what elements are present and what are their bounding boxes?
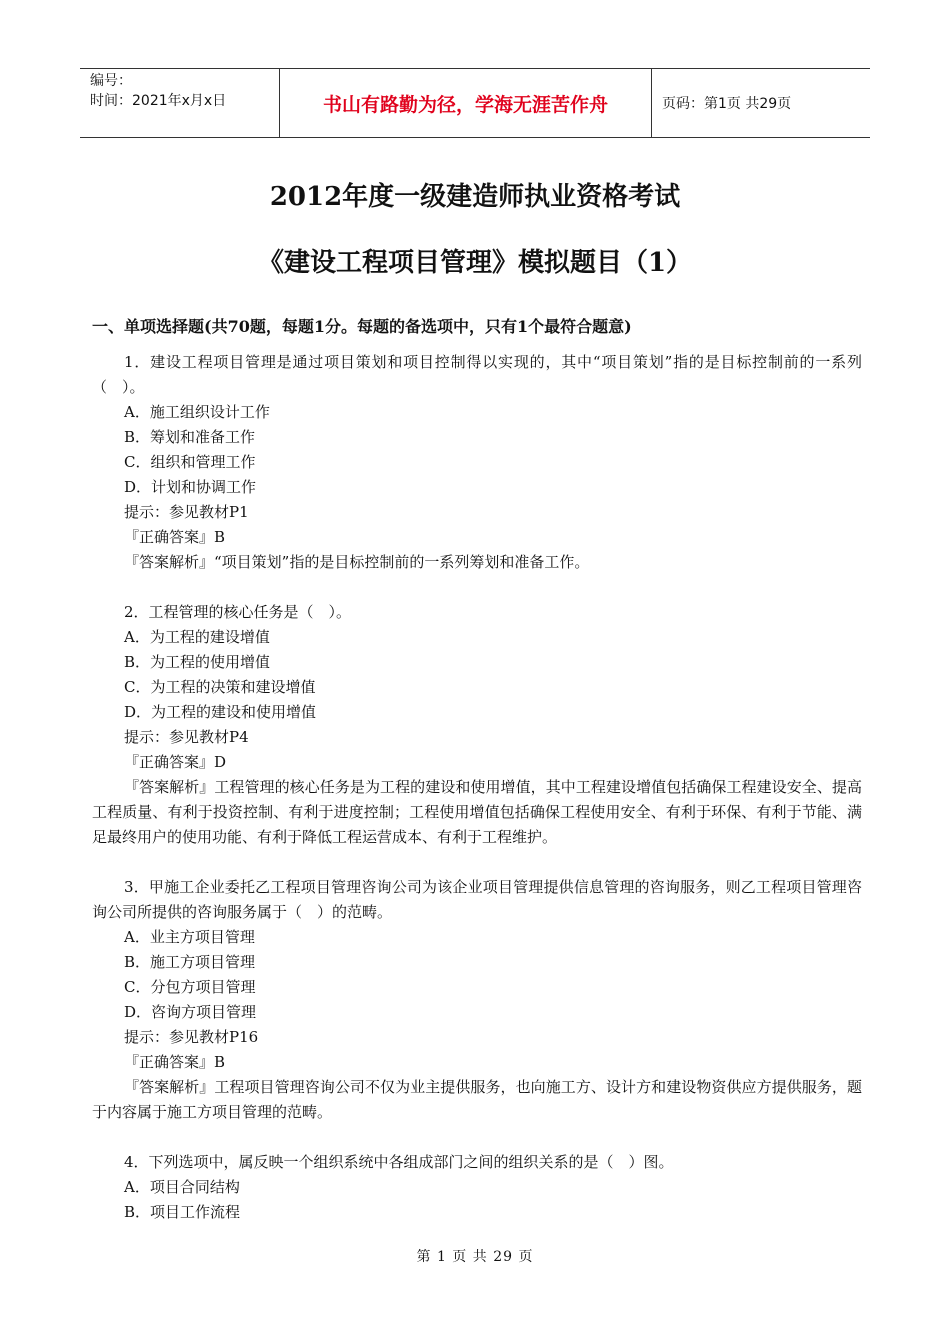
correct-answer: 『正确答案』B	[124, 528, 226, 546]
header-page-cell	[652, 69, 870, 137]
question-3	[92, 875, 862, 1125]
question-stem: 4．下列选项中，属反映一个组织系统中各组成部门之间的组织关系的是（ ）图。	[124, 1153, 674, 1171]
option-c: C．组织和管理工作	[124, 453, 256, 471]
time-label: 时间：2021年x月x日	[90, 93, 227, 109]
correct-answer: 『正确答案』D	[124, 753, 227, 771]
option-a: A．项目合同结构	[124, 1178, 240, 1196]
page-footer: 第 1 页 共 29 页	[416, 1249, 534, 1265]
question-stem: 1．建设工程项目管理是通过项目策划和项目控制得以实现的，其中“项目策划”指的是目标控制前的一系列（ ）。	[92, 353, 862, 396]
hint: 提示：参见教材P1	[124, 503, 249, 521]
option-b: B．施工方项目管理	[124, 953, 256, 971]
correct-answer: 『正确答案』B	[124, 1053, 226, 1071]
option-c: C．分包方项目管理	[124, 978, 256, 996]
question-stem: 2．工程管理的核心任务是（ ）。	[124, 603, 352, 621]
page-label: 页码：第1页 共29页	[662, 96, 792, 112]
hint: 提示：参见教材P16	[124, 1028, 259, 1046]
question-2	[92, 600, 862, 850]
option-a: A．施工组织设计工作	[124, 403, 270, 421]
header-motto-cell	[280, 69, 652, 137]
question-list	[92, 350, 862, 1250]
option-d: D．咨询方项目管理	[124, 1003, 257, 1021]
option-b: B．为工程的使用增值	[124, 653, 271, 671]
option-d: D．为工程的建设和使用增值	[124, 703, 317, 721]
header-meta	[80, 69, 280, 137]
option-a: A．业主方项目管理	[124, 928, 255, 946]
option-a: A．为工程的建设增值	[124, 628, 270, 646]
option-b: B．项目工作流程	[124, 1203, 241, 1221]
answer-analysis: 『答案解析』工程管理的核心任务是为工程的建设和使用增值，其中工程建设增值包括确保工程建设安全、提高工程质量、有利于投资控制、有利于进度控制；工程使用增值包括确保工程使用安全、有利于环保、有利于节能、满足最终用户的使用功能、有利于降低工程运营成本、有利于工程维护。	[92, 778, 862, 846]
document-subtitle: 《建设工程项目管理》模拟题目（1）	[257, 248, 693, 278]
option-c: C．为工程的决策和建设增值	[124, 678, 316, 696]
question-4	[92, 1150, 862, 1225]
section-heading: 一、单项选择题(共70题，每题1分。每题的备选项中，只有1个最符合题意)	[92, 317, 632, 336]
document-title: 2012年度一级建造师执业资格考试	[269, 182, 681, 212]
question-stem: 3．甲施工企业委托乙工程项目管理咨询公司为该企业项目管理提供信息管理的咨询服务，则乙工程项目管理咨询公司所提供的咨询服务属于（ ）的范畴。	[92, 878, 862, 921]
code-label: 编号：	[90, 73, 132, 89]
page-header	[80, 68, 870, 138]
option-d: D．计划和协调工作	[124, 478, 257, 496]
answer-analysis: 『答案解析』“项目策划”指的是目标控制前的一系列筹划和准备工作。	[124, 553, 590, 571]
hint: 提示：参见教材P4	[124, 728, 249, 746]
answer-analysis: 『答案解析』工程项目管理咨询公司不仅为业主提供服务，也向施工方、设计方和建设物资供应方提供服务，题于内容属于施工方项目管理的范畴。	[92, 1078, 862, 1121]
motto: 书山有路勤为径，学海无涯苦作舟	[322, 93, 608, 116]
option-b: B．筹划和准备工作	[124, 428, 256, 446]
question-1	[92, 350, 862, 575]
